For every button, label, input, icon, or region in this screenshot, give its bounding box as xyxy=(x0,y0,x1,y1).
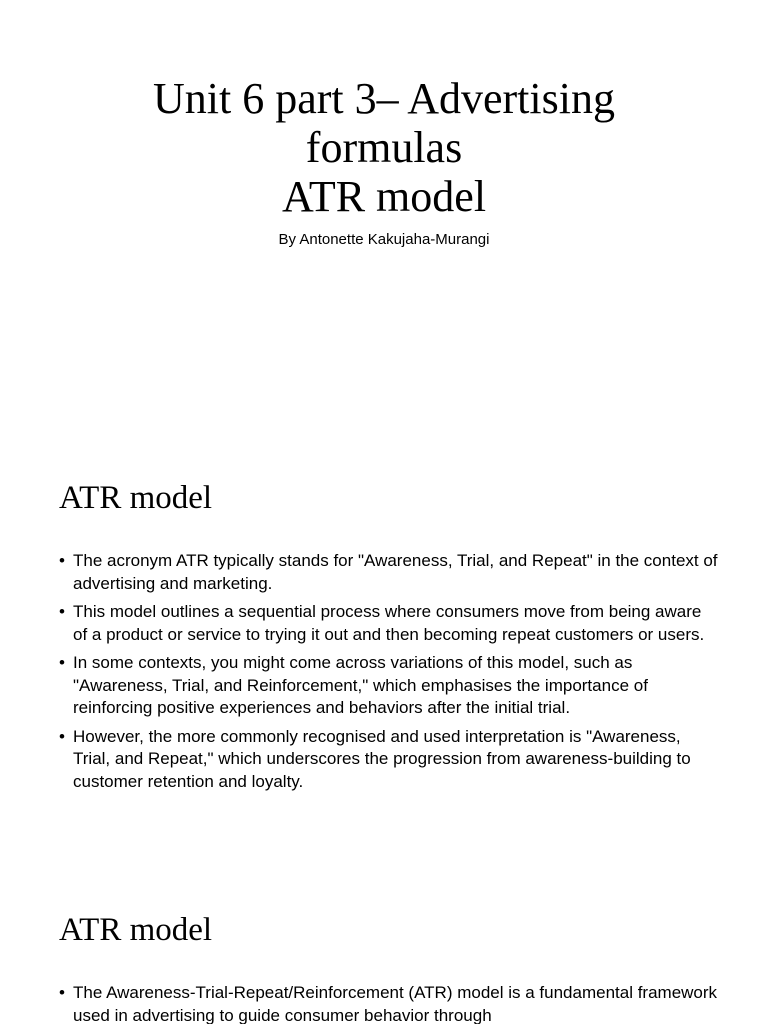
title-line: ATR model xyxy=(281,172,487,221)
bullet-item: • The acronym ATR typically stands for "Awareness, Trial, and Repeat" in the context of advertising and marketing. xyxy=(59,550,719,595)
bullet-item: • However, the more commonly recognised and used interpretation is "Awareness, Trial, and Repeat," which underscores the progression from awareness-building to customer retention and loyalty. xyxy=(59,726,719,794)
title-slide xyxy=(0,0,768,432)
bullet-list xyxy=(59,982,719,1024)
content-slide xyxy=(0,432,768,864)
content-slide xyxy=(0,864,768,1024)
bullet-item: • This model outlines a sequential process where consumers move from being aware of a product or service to trying it out and then becoming repeat customers or users. xyxy=(59,601,719,646)
title-line: formulas xyxy=(305,123,463,172)
slide-heading: ATR model xyxy=(59,912,213,948)
bullet-item: • In some contexts, you might come across variations of this model, such as "Awareness, Trial, and Reinforcement," which emphasises the importance of reinforcing positive experiences and behaviors after the initial trial. xyxy=(59,652,719,720)
slide-title xyxy=(0,74,768,221)
title-line: Unit 6 part 3– Advertising xyxy=(153,74,615,123)
slide-subtitle: By Antonette Kakujaha-Murangi xyxy=(278,231,490,248)
bullet-item: • The Awareness-Trial-Repeat/Reinforcement (ATR) model is a fundamental framework used in advertising to guide consumer behavior through xyxy=(59,982,719,1024)
bullet-list xyxy=(59,550,719,799)
slide-heading: ATR model xyxy=(59,480,213,516)
